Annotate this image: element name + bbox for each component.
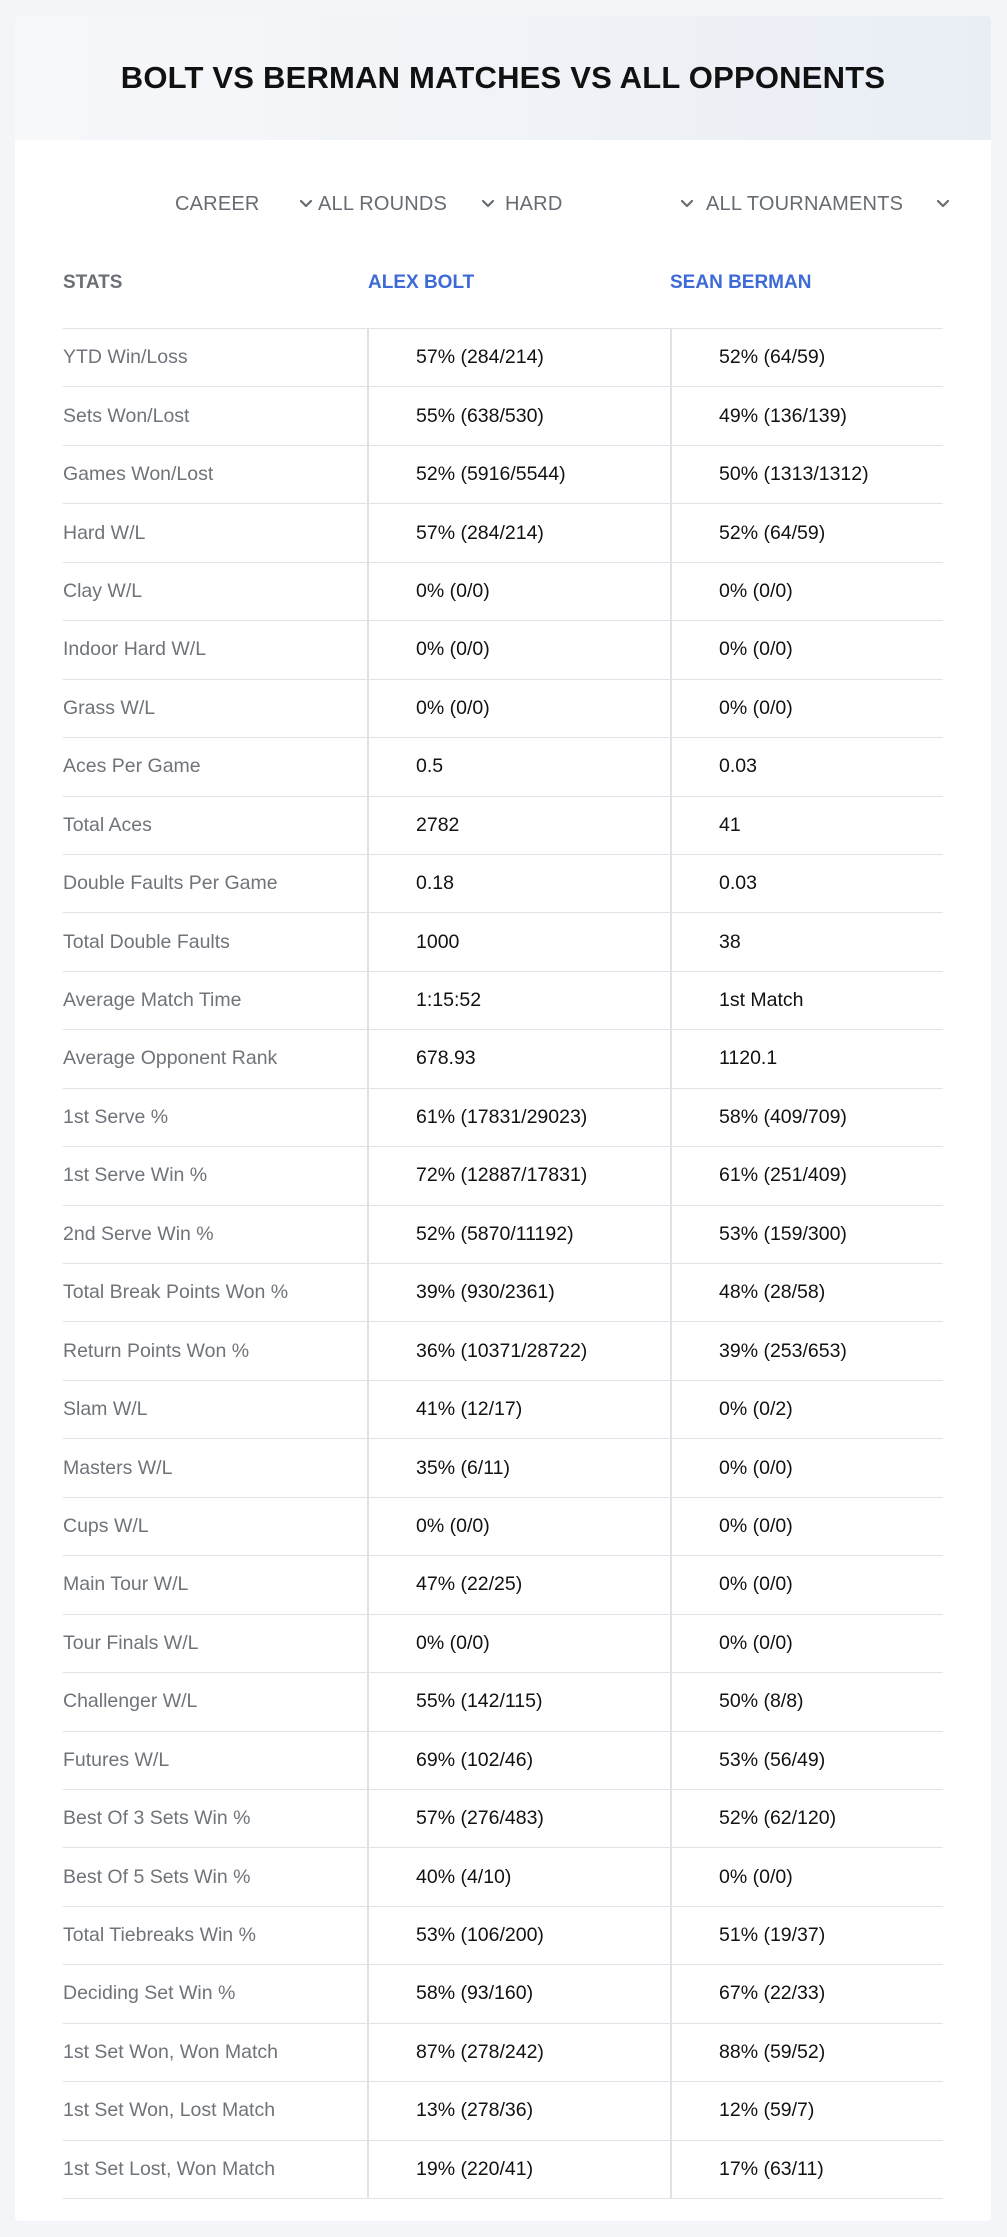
table-row <box>63 1907 943 1965</box>
stat-label: Hard W/L <box>63 521 146 544</box>
stat-label: Challenger W/L <box>63 1690 198 1713</box>
player2-value: 39% (253/653) <box>670 1322 943 1379</box>
player1-value: 35% (6/11) <box>367 1439 670 1496</box>
table-row <box>63 738 943 796</box>
player2-value: 0% (0/0) <box>670 1498 943 1555</box>
stat-label: Futures W/L <box>63 1748 170 1771</box>
player1-value: 1:15:52 <box>367 972 670 1029</box>
stat-label: 1st Set Won, Won Match <box>63 2040 278 2063</box>
player2-value: 61% (251/409) <box>670 1147 943 1204</box>
table-row <box>63 855 943 913</box>
player2-value: 50% (8/8) <box>670 1673 943 1730</box>
table-row <box>63 1732 943 1790</box>
player2-value: 41 <box>670 797 943 854</box>
table-row <box>63 387 943 445</box>
table-row <box>63 446 943 504</box>
chevron-down-icon <box>933 194 953 214</box>
player2-value: 0.03 <box>670 738 943 795</box>
stats-table <box>63 254 943 2199</box>
stat-label: Clay W/L <box>63 579 143 602</box>
table-row <box>63 1498 943 1556</box>
table-header <box>63 254 943 328</box>
player1-value: 57% (284/214) <box>367 504 670 561</box>
player2-value: 38 <box>670 913 943 970</box>
chevron-down-icon <box>296 194 316 214</box>
table-row <box>63 1322 943 1380</box>
stat-label: Main Tour W/L <box>63 1573 189 1596</box>
player1-value: 0.5 <box>367 738 670 795</box>
table-row <box>63 1264 943 1322</box>
player2-value: 52% (62/120) <box>670 1790 943 1847</box>
stats-card <box>15 16 991 2221</box>
player2-value: 53% (56/49) <box>670 1732 943 1789</box>
stat-label: Best Of 3 Sets Win % <box>63 1807 251 1830</box>
table-row <box>63 1206 943 1264</box>
player2-value: 52% (64/59) <box>670 504 943 561</box>
table-row <box>63 797 943 855</box>
filter-tournaments-value: ALL TOURNAMENTS <box>706 192 904 215</box>
table-row <box>63 329 943 387</box>
player1-value: 0% (0/0) <box>367 621 670 678</box>
stat-label: 1st Serve Win % <box>63 1164 208 1187</box>
player1-value: 36% (10371/28722) <box>367 1322 670 1379</box>
table-row <box>63 504 943 562</box>
player2-value: 49% (136/139) <box>670 387 943 444</box>
player2-value: 0% (0/0) <box>670 621 943 678</box>
stat-label: Total Break Points Won % <box>63 1281 289 1304</box>
column-header-player2[interactable]: SEAN BERMAN <box>670 272 812 293</box>
player1-value: 0% (0/0) <box>367 563 670 620</box>
stat-label: Masters W/L <box>63 1456 173 1479</box>
player2-value: 0% (0/0) <box>670 1615 943 1672</box>
player1-value: 678.93 <box>367 1030 670 1087</box>
stat-label: Total Tiebreaks Win % <box>63 1924 256 1947</box>
table-row <box>63 972 943 1030</box>
player2-value: 0.03 <box>670 855 943 912</box>
player2-value: 0% (0/0) <box>670 680 943 737</box>
player1-value: 52% (5870/11192) <box>367 1206 670 1263</box>
player2-value: 88% (59/52) <box>670 2024 943 2081</box>
filter-rounds[interactable] <box>318 184 447 224</box>
player1-value: 69% (102/46) <box>367 1732 670 1789</box>
table-row <box>63 2082 943 2140</box>
table-row <box>63 1030 943 1088</box>
player1-value: 55% (638/530) <box>367 387 670 444</box>
player2-value: 1120.1 <box>670 1030 943 1087</box>
stat-label: Grass W/L <box>63 696 156 719</box>
filter-tournaments[interactable] <box>706 184 903 224</box>
player1-value: 61% (17831/29023) <box>367 1089 670 1146</box>
player1-value: 53% (106/200) <box>367 1907 670 1964</box>
stat-label: Indoor Hard W/L <box>63 638 207 661</box>
table-body <box>63 328 943 2199</box>
stat-label: Aces Per Game <box>63 755 201 778</box>
player2-value: 0% (0/0) <box>670 1556 943 1613</box>
filter-period[interactable] <box>175 184 260 224</box>
stat-label: Total Aces <box>63 813 152 836</box>
player1-value: 1000 <box>367 913 670 970</box>
card-header <box>15 16 991 140</box>
player1-value: 57% (276/483) <box>367 1790 670 1847</box>
table-row <box>63 1790 943 1848</box>
stat-label: Double Faults Per Game <box>63 872 278 895</box>
stat-label: Cups W/L <box>63 1514 149 1537</box>
chevron-down-icon <box>677 194 697 214</box>
table-row <box>63 2024 943 2082</box>
player1-value: 47% (22/25) <box>367 1556 670 1613</box>
player1-value: 52% (5916/5544) <box>367 446 670 503</box>
table-row <box>63 1615 943 1673</box>
stat-label: 2nd Serve Win % <box>63 1222 214 1245</box>
table-row <box>63 1556 943 1614</box>
player1-value: 0% (0/0) <box>367 1498 670 1555</box>
stat-label: Deciding Set Win % <box>63 1982 236 2005</box>
table-row <box>63 1089 943 1147</box>
player1-value: 41% (12/17) <box>367 1381 670 1438</box>
player2-value: 52% (64/59) <box>670 329 943 386</box>
stat-label: 1st Serve % <box>63 1105 169 1128</box>
table-row <box>63 680 943 738</box>
player1-value: 72% (12887/17831) <box>367 1147 670 1204</box>
player2-value: 17% (63/11) <box>670 2141 943 2198</box>
stat-label: Average Opponent Rank <box>63 1047 278 1070</box>
player2-value: 50% (1313/1312) <box>670 446 943 503</box>
player1-value: 58% (93/160) <box>367 1965 670 2022</box>
table-row <box>63 1673 943 1731</box>
stat-label: Average Match Time <box>63 989 242 1012</box>
player1-value: 19% (220/41) <box>367 2141 670 2198</box>
stat-label: Return Points Won % <box>63 1339 250 1362</box>
player2-value: 51% (19/37) <box>670 1907 943 1964</box>
stat-label: Best Of 5 Sets Win % <box>63 1865 251 1888</box>
table-row <box>63 1381 943 1439</box>
column-header-player1[interactable]: ALEX BOLT <box>368 272 475 293</box>
table-row <box>63 1147 943 1205</box>
stat-label: Total Double Faults <box>63 930 230 953</box>
table-row <box>63 1848 943 1906</box>
player2-value: 53% (159/300) <box>670 1206 943 1263</box>
player2-value: 1st Match <box>670 972 943 1029</box>
stat-label: Sets Won/Lost <box>63 404 190 427</box>
player2-value: 0% (0/2) <box>670 1381 943 1438</box>
player2-value: 58% (409/709) <box>670 1089 943 1146</box>
stat-label: Games Won/Lost <box>63 463 214 486</box>
filter-period-value: CAREER <box>175 192 260 215</box>
stat-label: Tour Finals W/L <box>63 1631 199 1654</box>
player2-value: 0% (0/0) <box>670 1848 943 1905</box>
player2-value: 0% (0/0) <box>670 563 943 620</box>
filter-surface[interactable] <box>505 184 562 224</box>
table-row <box>63 1965 943 2023</box>
player1-value: 2782 <box>367 797 670 854</box>
player1-value: 0% (0/0) <box>367 1615 670 1672</box>
filter-bar <box>15 184 991 224</box>
player1-value: 87% (278/242) <box>367 2024 670 2081</box>
table-row <box>63 913 943 971</box>
table-row <box>63 621 943 679</box>
table-row <box>63 1439 943 1497</box>
filter-surface-value: HARD <box>505 192 563 215</box>
player1-value: 57% (284/214) <box>367 329 670 386</box>
table-row <box>63 563 943 621</box>
column-header-stats: STATS <box>63 272 123 293</box>
page-title: BOLT VS BERMAN MATCHES VS ALL OPPONENTS <box>120 60 886 95</box>
player1-value: 0.18 <box>367 855 670 912</box>
chevron-down-icon <box>478 194 498 214</box>
player1-value: 40% (4/10) <box>367 1848 670 1905</box>
player1-value: 0% (0/0) <box>367 680 670 737</box>
filter-rounds-value: ALL ROUNDS <box>318 192 448 215</box>
stat-label: 1st Set Lost, Won Match <box>63 2157 276 2180</box>
table-row <box>63 2141 943 2199</box>
player2-value: 12% (59/7) <box>670 2082 943 2139</box>
stat-label: YTD Win/Loss <box>63 346 188 369</box>
player1-value: 55% (142/115) <box>367 1673 670 1730</box>
stat-label: 1st Set Won, Lost Match <box>63 2099 276 2122</box>
stat-label: Slam W/L <box>63 1398 148 1421</box>
player2-value: 0% (0/0) <box>670 1439 943 1496</box>
player2-value: 67% (22/33) <box>670 1965 943 2022</box>
player2-value: 48% (28/58) <box>670 1264 943 1321</box>
player1-value: 39% (930/2361) <box>367 1264 670 1321</box>
player1-value: 13% (278/36) <box>367 2082 670 2139</box>
